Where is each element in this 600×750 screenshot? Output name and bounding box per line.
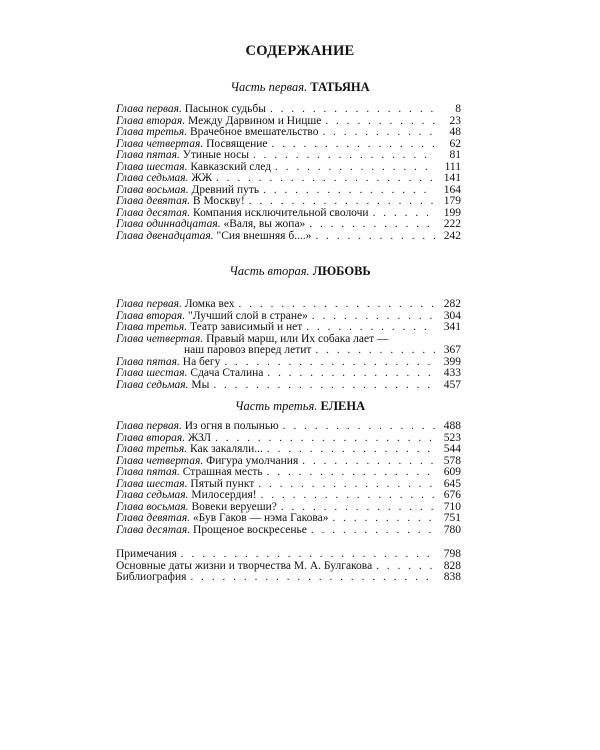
chapter-title: Пасынок судьбы bbox=[184, 103, 267, 115]
dot-leader bbox=[283, 421, 435, 433]
part-heading-3 bbox=[0, 399, 600, 414]
chapter-label: Глава седьмая. bbox=[116, 172, 189, 184]
page-number: 367 bbox=[443, 344, 461, 356]
chapter-title: Утиные носы bbox=[182, 149, 249, 161]
dot-leader bbox=[312, 311, 435, 323]
page-number: 710 bbox=[443, 500, 461, 513]
chapter-label: Глава одиннадцатая. bbox=[116, 218, 221, 230]
dot-leader bbox=[376, 561, 435, 573]
page-number: 111 bbox=[444, 160, 461, 173]
toc-list-part-2 bbox=[116, 299, 461, 391]
part-heading-1 bbox=[0, 80, 600, 95]
toc-entry bbox=[116, 334, 461, 357]
chapter-label: Глава восьмая. bbox=[116, 183, 189, 196]
chapter-label: Глава седьмая. bbox=[116, 489, 189, 501]
dot-leader bbox=[302, 456, 435, 468]
toc-list-back-matter bbox=[116, 549, 461, 584]
dot-leader bbox=[267, 467, 435, 479]
page-number: 645 bbox=[443, 477, 461, 490]
page-number: 828 bbox=[443, 559, 461, 572]
toc-line bbox=[116, 572, 461, 584]
page-number: 199 bbox=[443, 206, 461, 219]
chapter-label: Глава десятая. bbox=[116, 206, 191, 219]
chapter-title-continued: наш паровоз вперед летит bbox=[184, 344, 312, 356]
toc-entry bbox=[116, 380, 461, 392]
page-number: 179 bbox=[443, 195, 461, 207]
chapter-label: Глава четвертая. bbox=[116, 454, 204, 467]
toc-entry bbox=[116, 525, 461, 537]
chapter-title: Врачебное вмешательство bbox=[190, 126, 319, 138]
chapter-title: Прощеное воскресенье bbox=[193, 523, 307, 536]
page-number: 48 bbox=[449, 126, 461, 138]
dot-leader bbox=[311, 525, 435, 537]
dot-leader bbox=[322, 127, 435, 139]
page-number: 242 bbox=[443, 229, 461, 242]
dot-leader bbox=[315, 345, 435, 357]
page-number: 578 bbox=[443, 454, 461, 467]
dot-leader bbox=[309, 219, 435, 231]
chapter-title: Правый марш, или Их собака лает — bbox=[206, 332, 389, 345]
chapter-title: ЖЖ bbox=[191, 172, 212, 184]
chapter-label: Глава шестая. bbox=[116, 367, 188, 379]
page-number: 399 bbox=[443, 355, 461, 368]
dot-leader bbox=[190, 572, 435, 584]
toc-text bbox=[116, 231, 311, 243]
page-number: 341 bbox=[443, 321, 461, 333]
dot-leader bbox=[272, 139, 436, 151]
page-number: 780 bbox=[443, 523, 461, 536]
chapter-title: В Москву! bbox=[192, 195, 245, 207]
toc-line bbox=[116, 380, 461, 392]
chapter-title: Древний путь bbox=[191, 183, 260, 196]
page-number: 676 bbox=[443, 489, 461, 501]
chapter-label: Глава восьмая. bbox=[116, 500, 189, 513]
chapter-title: Между Дарвином и Ницше bbox=[188, 114, 322, 127]
chapter-label: Глава первая. bbox=[116, 103, 182, 115]
chapter-label: Глава вторая. bbox=[116, 431, 186, 444]
chapter-title: "Сия внешняя б....» bbox=[216, 229, 312, 242]
page-number: 798 bbox=[443, 548, 461, 560]
toc-text bbox=[116, 572, 186, 584]
chapter-label: Глава девятая. bbox=[116, 512, 191, 524]
toc-entry bbox=[116, 231, 461, 243]
chapter-title: "Лучший слой в стране» bbox=[188, 309, 308, 322]
chapter-label: Глава первая. bbox=[116, 420, 182, 432]
dot-leader bbox=[263, 185, 435, 197]
chapter-label: Глава четвертая. bbox=[116, 332, 204, 345]
chapter-title: Театр зависимый и нет bbox=[190, 321, 303, 333]
chapter-label: Глава третья. bbox=[116, 443, 188, 455]
toc-entry bbox=[116, 572, 461, 584]
dot-leader bbox=[275, 162, 435, 174]
chapter-label: Глава вторая. bbox=[116, 309, 186, 322]
dot-leader bbox=[325, 116, 435, 128]
chapter-title: Из огня в полынью bbox=[184, 420, 279, 432]
chapter-label: Глава шестая. bbox=[116, 477, 188, 490]
page-number: 141 bbox=[443, 172, 461, 184]
chapter-label: Глава третья. bbox=[116, 321, 188, 333]
chapter-title: Основные даты жизни и творчества М. А. Булгакова bbox=[116, 559, 373, 572]
page-number: 751 bbox=[443, 512, 461, 524]
toc-list-part-3 bbox=[116, 421, 461, 536]
chapter-title: Вовеки веруеши? bbox=[191, 500, 277, 513]
page-number: 164 bbox=[443, 183, 461, 196]
part-label: Часть первая. bbox=[230, 80, 308, 94]
page-number: 544 bbox=[443, 443, 461, 455]
page-title: СОДЕРЖАНИЕ bbox=[245, 43, 355, 59]
page-number: 222 bbox=[443, 218, 461, 230]
chapter-label: Глава первая. bbox=[116, 298, 182, 310]
chapter-title: Страшная месть bbox=[182, 466, 263, 478]
page-number: 457 bbox=[443, 378, 461, 391]
chapter-label: Глава вторая. bbox=[116, 114, 186, 127]
chapter-title: На бегу bbox=[182, 355, 221, 368]
chapter-label: Глава третья. bbox=[116, 126, 188, 138]
part-name: ЛЮБОВЬ bbox=[312, 264, 371, 278]
part-name: ЕЛЕНА bbox=[320, 399, 366, 413]
dot-leader bbox=[213, 380, 435, 392]
page-number: 609 bbox=[443, 466, 461, 478]
chapter-label: Глава пятая. bbox=[116, 466, 180, 478]
chapter-title: Кавказский след bbox=[190, 160, 272, 173]
dot-leader bbox=[315, 231, 435, 243]
chapter-label: Глава пятая. bbox=[116, 355, 180, 368]
page-number: 62 bbox=[449, 137, 461, 150]
chapter-title: Компания исключительной сволочи bbox=[193, 206, 369, 219]
page-number: 838 bbox=[443, 571, 461, 583]
chapter-label: Глава двенадцатая. bbox=[116, 229, 214, 242]
part-label: Часть вторая. bbox=[229, 264, 310, 278]
chapter-title: Милосердия! bbox=[191, 489, 257, 501]
chapter-label: Глава пятая. bbox=[116, 149, 180, 161]
page-number: 81 bbox=[449, 149, 461, 161]
dot-leader bbox=[267, 368, 435, 380]
toc-text bbox=[116, 525, 307, 537]
chapter-title: Мы bbox=[191, 378, 210, 391]
chapter-label: Глава десятая. bbox=[116, 523, 191, 536]
dot-leader bbox=[261, 490, 435, 502]
chapter-title: Сдача Сталина bbox=[190, 367, 264, 379]
chapter-title: Фигура умолчания bbox=[206, 454, 299, 467]
dot-leader bbox=[332, 513, 435, 525]
part-name: ТАТЬЯНА bbox=[310, 80, 370, 94]
page-number: 488 bbox=[443, 420, 461, 432]
toc-line bbox=[116, 525, 461, 537]
chapter-title: «Був Гаков — нэма Гакова» bbox=[192, 512, 329, 524]
chapter-title: Библиография bbox=[116, 571, 187, 583]
page-number: 23 bbox=[449, 114, 461, 127]
chapter-title: Посвящение bbox=[206, 137, 268, 150]
page-number: 523 bbox=[443, 431, 461, 444]
dot-leader bbox=[253, 150, 435, 162]
page-number: 304 bbox=[443, 309, 461, 322]
page-number: 433 bbox=[443, 367, 461, 379]
chapter-label: Глава девятая. bbox=[116, 195, 191, 207]
chapter-title: Как закаляли... bbox=[190, 443, 263, 455]
chapter-label: Глава шестая. bbox=[116, 160, 188, 173]
chapter-title: Ломка вех bbox=[184, 298, 235, 310]
part-heading-2 bbox=[0, 264, 600, 279]
dot-leader bbox=[373, 208, 435, 220]
page-number: 282 bbox=[443, 298, 461, 310]
toc-list-part-1 bbox=[116, 104, 461, 242]
chapter-title: Примечания bbox=[116, 548, 177, 560]
part-label: Часть третья. bbox=[234, 399, 318, 413]
chapter-title: ЖЗЛ bbox=[188, 431, 212, 444]
chapter-label: Глава четвертая. bbox=[116, 137, 204, 150]
chapter-label: Глава седьмая. bbox=[116, 378, 189, 391]
dot-leader bbox=[258, 479, 435, 491]
toc-line bbox=[116, 231, 461, 243]
page-number: 8 bbox=[455, 103, 461, 115]
toc-text bbox=[116, 380, 209, 392]
chapter-title: Пятый пункт bbox=[190, 477, 255, 490]
chapter-title: «Валя, вы жопа» bbox=[223, 218, 306, 230]
